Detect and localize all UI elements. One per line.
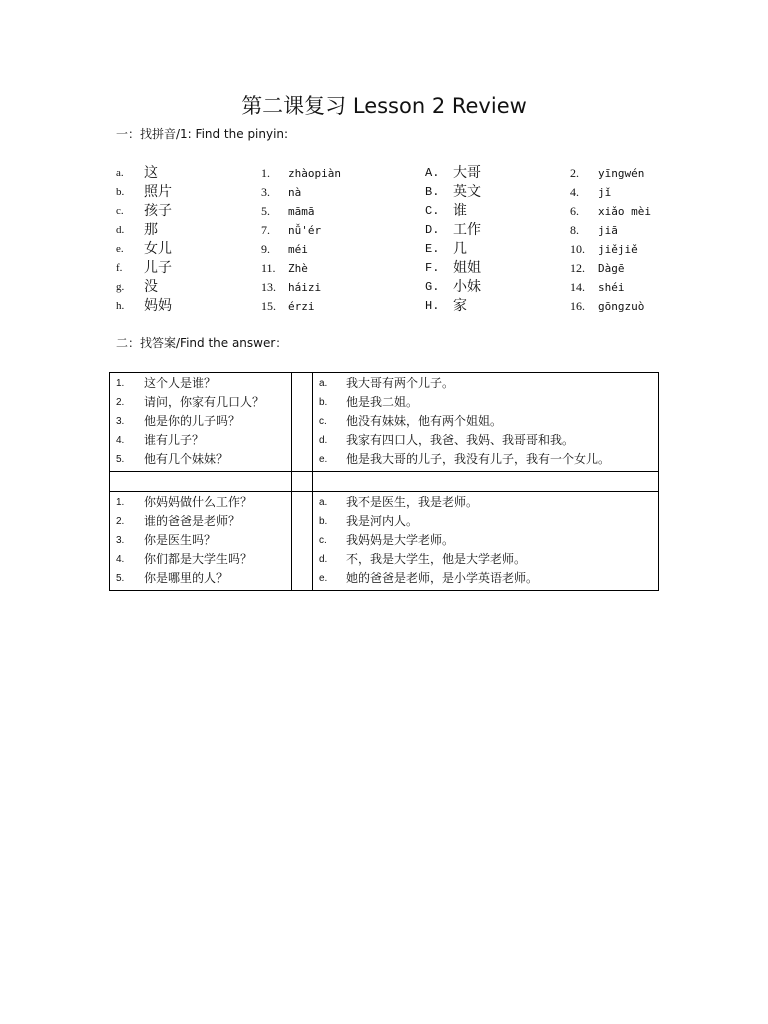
item-letter: h. <box>116 300 125 312</box>
question-item <box>110 393 291 412</box>
question-number: 5. <box>116 454 125 465</box>
section-2-heading: 二：找答案/Find the answer： <box>116 336 288 350</box>
pinyin: māmā <box>288 205 315 218</box>
answer-item <box>313 512 658 531</box>
answer-text: 我不是医生，我是老师。 <box>346 495 479 509</box>
answer-text: 我大哥有两个儿子。 <box>346 376 455 390</box>
table-spacer-row <box>110 472 659 492</box>
item-number: 8. <box>570 223 579 237</box>
question-text: 你妈妈做什么工作？ <box>144 495 253 509</box>
pinyin: nà <box>288 186 302 199</box>
item-number: 7. <box>261 223 270 237</box>
pinyin: jiějiě <box>598 243 638 256</box>
questions-cell <box>110 373 292 472</box>
answer-item <box>313 393 658 412</box>
chinese-word: 几 <box>453 241 467 257</box>
empty-cell <box>313 472 659 492</box>
answer-letter: c. <box>319 535 327 546</box>
item-number: 12. <box>570 261 585 275</box>
question-answer-table <box>109 372 659 591</box>
answer-item <box>313 569 658 588</box>
item-number: 6. <box>570 204 579 218</box>
item-number: 13. <box>261 280 276 294</box>
page-title: 第二课复习 Lesson 2 Review <box>241 94 527 118</box>
item-number: 2. <box>570 166 579 180</box>
item-number: 5. <box>261 204 270 218</box>
table-row <box>110 492 659 591</box>
chinese-word: 妈妈 <box>144 298 172 314</box>
item-letter-upper: E. <box>425 242 440 256</box>
pinyin-matching-grid <box>116 164 676 316</box>
question-text: 谁有儿子？ <box>144 433 205 447</box>
question-item <box>110 512 291 531</box>
pinyin: jiā <box>598 224 618 237</box>
item-letter: f. <box>116 262 123 274</box>
answer-item <box>313 412 658 431</box>
answer-text: 我是河内人。 <box>346 514 419 528</box>
chinese-word: 小妹 <box>453 279 481 295</box>
answer-item <box>313 493 658 512</box>
chinese-word: 英文 <box>453 184 481 200</box>
item-letter-upper: G. <box>425 280 440 294</box>
blank-match-cell[interactable] <box>292 373 313 472</box>
matching-row <box>116 202 676 221</box>
pinyin: Dàgē <box>598 262 625 275</box>
question-item <box>110 531 291 550</box>
item-number: 15. <box>261 299 276 313</box>
question-number: 1. <box>116 378 125 389</box>
question-number: 2. <box>116 516 125 527</box>
item-number: 16. <box>570 299 585 313</box>
answer-item <box>313 431 658 450</box>
question-text: 请问，你家有几口人？ <box>144 395 265 409</box>
item-letter-upper: A. <box>425 166 440 180</box>
answer-item <box>313 374 658 393</box>
answer-letter: a. <box>319 378 328 389</box>
question-text: 你是医生吗？ <box>144 533 217 547</box>
item-letter: d. <box>116 224 125 236</box>
pinyin: méi <box>288 243 308 256</box>
answer-text: 我家有四口人，我爸、我妈、我哥哥和我。 <box>346 433 575 447</box>
empty-cell <box>292 472 313 492</box>
question-text: 他是你的儿子吗？ <box>144 414 241 428</box>
matching-row <box>116 183 676 202</box>
question-text: 谁的爸爸是老师？ <box>144 514 241 528</box>
pinyin: Zhè <box>288 262 308 275</box>
question-text: 他有几个妹妹？ <box>144 452 229 466</box>
item-letter-upper: H. <box>425 299 440 313</box>
answer-letter: b. <box>319 516 328 527</box>
question-item <box>110 431 291 450</box>
item-letter-upper: D. <box>425 223 440 237</box>
blank-match-cell[interactable] <box>292 492 313 591</box>
item-number: 4. <box>570 185 579 199</box>
item-number: 14. <box>570 280 585 294</box>
answer-letter: e. <box>319 454 328 465</box>
item-number: 11. <box>261 261 276 275</box>
chinese-word: 这 <box>144 165 158 181</box>
pinyin: érzi <box>288 300 315 313</box>
empty-cell <box>110 472 292 492</box>
chinese-word: 儿子 <box>144 260 172 276</box>
item-letter-upper: B. <box>425 185 440 199</box>
answer-text: 不，我是大学生，他是大学老师。 <box>346 552 527 566</box>
chinese-word: 谁 <box>453 203 467 219</box>
question-number: 3. <box>116 416 125 427</box>
pinyin: xiǎo mèi <box>598 205 651 218</box>
chinese-word: 没 <box>144 279 158 295</box>
question-item <box>110 412 291 431</box>
chinese-word: 工作 <box>453 222 481 238</box>
question-number: 1. <box>116 497 125 508</box>
pinyin: jǐ <box>598 186 612 199</box>
chinese-word: 姐姐 <box>453 260 481 276</box>
answer-letter: c. <box>319 416 327 427</box>
answers-cell <box>313 492 659 591</box>
item-number: 10. <box>570 242 585 256</box>
item-number: 1. <box>261 166 270 180</box>
answer-item <box>313 450 658 469</box>
matching-row <box>116 164 676 183</box>
pinyin: shéi <box>598 281 625 294</box>
answers-cell <box>313 373 659 472</box>
chinese-word: 女儿 <box>144 241 172 257</box>
question-number: 4. <box>116 554 125 565</box>
answer-text: 他是我大哥的儿子，我没有儿子，我有一个女儿。 <box>346 452 611 466</box>
item-letter: g. <box>116 281 125 293</box>
item-number: 3. <box>261 185 270 199</box>
item-letter: b. <box>116 186 125 198</box>
chinese-word: 家 <box>453 298 467 314</box>
question-text: 你是哪里的人？ <box>144 571 229 585</box>
answer-item <box>313 531 658 550</box>
item-letter-upper: C. <box>425 204 440 218</box>
question-text: 你们都是大学生吗？ <box>144 552 253 566</box>
question-item <box>110 550 291 569</box>
chinese-word: 那 <box>144 222 158 238</box>
pinyin: nǚ'ér <box>288 224 322 237</box>
question-number: 5. <box>116 573 125 584</box>
question-item <box>110 450 291 469</box>
answer-letter: d. <box>319 554 328 565</box>
item-number: 9. <box>261 242 270 256</box>
pinyin: gōngzuò <box>598 300 645 313</box>
answer-text: 她的爸爸是老师，是小学英语老师。 <box>346 571 539 585</box>
chinese-word: 照片 <box>144 184 172 200</box>
section-1-heading: 一：找拼音/1: Find the pinyin: <box>116 127 289 141</box>
pinyin: háizi <box>288 281 322 294</box>
question-number: 2. <box>116 397 125 408</box>
answer-letter: b. <box>319 397 328 408</box>
question-item <box>110 569 291 588</box>
question-text: 这个人是谁？ <box>144 376 217 390</box>
item-letter-upper: F. <box>425 261 440 275</box>
answer-text: 他没有妹妹，他有两个姐姐。 <box>346 414 503 428</box>
question-item <box>110 374 291 393</box>
pinyin: yīngwén <box>598 167 645 180</box>
item-letter: c. <box>116 205 124 217</box>
matching-row <box>116 297 676 316</box>
chinese-word: 大哥 <box>453 165 481 181</box>
pinyin: zhàopiàn <box>288 167 341 180</box>
matching-row <box>116 259 676 278</box>
chinese-word: 孩子 <box>144 203 172 219</box>
answer-item <box>313 550 658 569</box>
table-row <box>110 373 659 472</box>
answer-text: 他是我二姐。 <box>346 395 419 409</box>
matching-row <box>116 221 676 240</box>
answer-text: 我妈妈是大学老师。 <box>346 533 455 547</box>
matching-row <box>116 240 676 259</box>
answer-letter: a. <box>319 497 328 508</box>
questions-cell <box>110 492 292 591</box>
answer-letter: d. <box>319 435 328 446</box>
item-letter: e. <box>116 243 124 255</box>
item-letter: a. <box>116 167 124 179</box>
answer-letter: e. <box>319 573 328 584</box>
question-number: 3. <box>116 535 125 546</box>
question-number: 4. <box>116 435 125 446</box>
matching-row <box>116 278 676 297</box>
question-item <box>110 493 291 512</box>
